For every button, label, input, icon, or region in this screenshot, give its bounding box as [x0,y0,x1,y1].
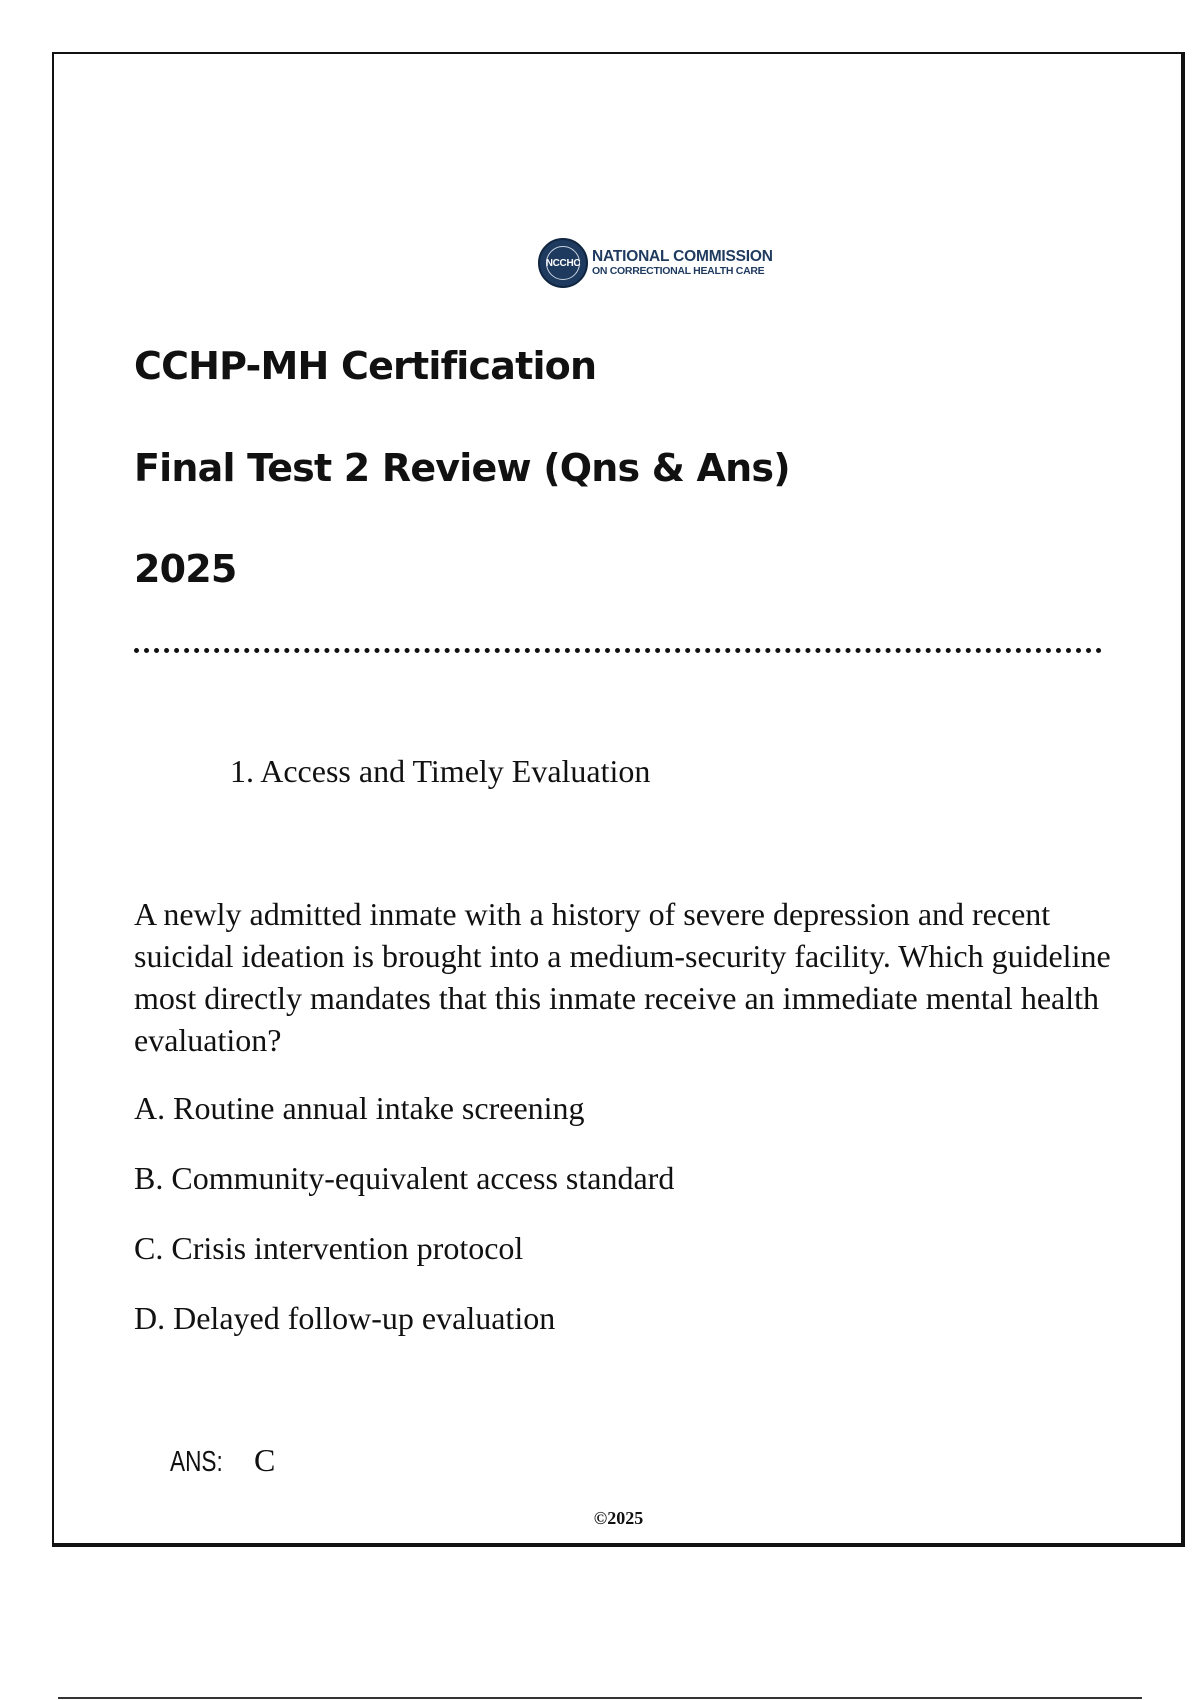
seal-text: NCCHC [545,257,581,269]
answer-label: ANS: [170,1446,223,1478]
dotted-divider [134,648,1102,653]
document-subtitle: Final Test 2 Review (Qns & Ans) [134,446,790,490]
answer-line [170,1442,275,1479]
ncchc-seal-icon [538,238,588,288]
option-b: B. Community-equivalent access standard [134,1160,675,1196]
logo-line-2: ON CORRECTIONAL HEALTH CARE [592,264,765,277]
question-text: A newly admitted inmate with a history of severe depression and recent suicidal ideation is brought into a medium-security facility. Which guideline most directly mandates that this inmate receive an immediate mental health evaluation? [134,896,1111,1058]
document-title: CCHP-MH Certification [134,344,597,388]
option-a: A. Routine annual intake screening [134,1090,585,1126]
logo-text [592,249,773,276]
bottom-rule [58,1697,1142,1699]
option-c: C. Crisis intervention protocol [134,1230,524,1266]
section-heading: 1. Access and Timely Evaluation [230,753,651,789]
answer-value: C [254,1442,276,1478]
document-year: 2025 [134,547,237,591]
logo-line-1: NATIONAL COMMISSION [592,248,773,266]
option-d: D. Delayed follow-up evaluation [134,1300,556,1336]
footer-copyright: ©2025 [593,1508,644,1528]
ncchc-logo [538,238,773,288]
